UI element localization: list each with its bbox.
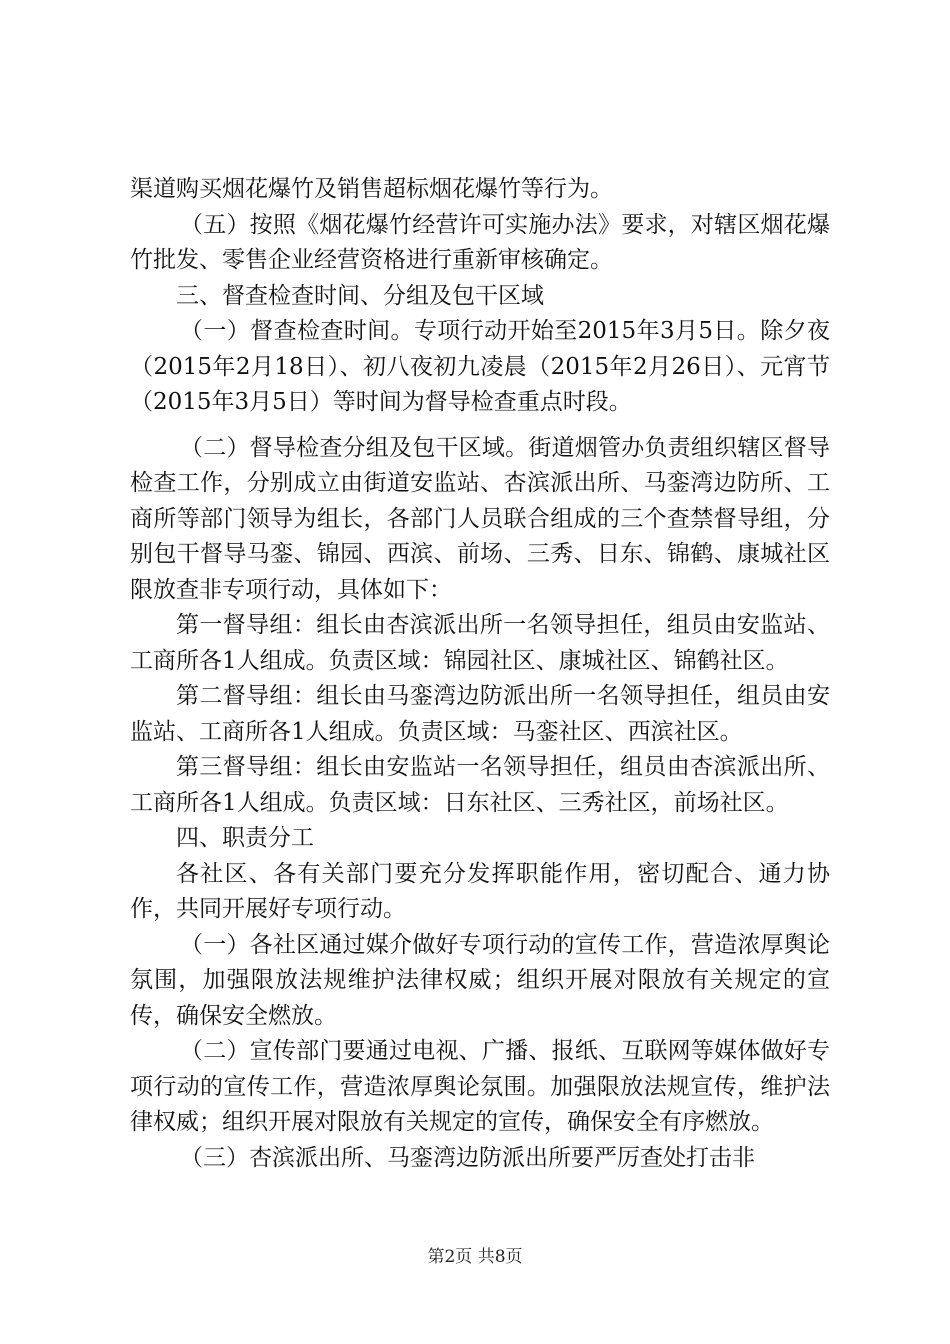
page-number: 第2页 共8页	[427, 1247, 523, 1267]
paragraph: （二）宣传部门要通过电视、广播、报纸、互联网等媒体做好专项行动的宣传工作，营造浓厚舆论氛围。加强限放法规宣传，维护法律权威；组织开展对限放有关规定的宣传，确保安全有序燃放。	[130, 1038, 830, 1135]
section-heading: 四、职责分工	[176, 825, 314, 851]
paragraph: 第二督导组：组长由马銮湾边防派出所一名领导担任，组员由安监站、工商所各1人组成。负责区域：马銮社区、西滨社区。	[130, 683, 830, 745]
paragraph: （五）按照《烟花爆竹经营许可实施办法》要求，对辖区烟花爆竹批发、零售企业经营资格进行重新审核确定。	[130, 211, 830, 273]
document-body	[130, 172, 830, 1176]
paragraph: 渠道购买烟花爆竹及销售超标烟花爆竹等行为。	[130, 176, 613, 202]
paragraph: 各社区、各有关部门要充分发挥职能作用，密切配合、通力协作，共同开展好专项行动。	[130, 860, 830, 922]
section-heading: 三、督查检查时间、分组及包干区域	[176, 282, 544, 309]
paragraph: 第三督导组：组长由安监站一名领导担任，组员由杏滨派出所、工商所各1人组成。负责区域：日东社区、三秀社区，前场社区。	[130, 754, 830, 816]
paragraph: 第一督导组：组长由杏滨派出所一名领导担任，组员由安监站、工商所各1人组成。负责区域：锦园社区、康城社区、锦鹤社区。	[130, 612, 830, 674]
paragraph: （一）各社区通过媒介做好专项行动的宣传工作，营造浓厚舆论氛围，加强限放法规维护法律权威；组织开展对限放有关规定的宣传，确保安全燃放。	[130, 931, 830, 1029]
paragraph: （二）督导检查分组及包干区域。街道烟管办负责组织辖区督导检查工作，分别成立由街道安监站、杏滨派出所、马銮湾边防所、工商所等部门领导为组长，各部门人员联合组成的三个查禁督导组，分别包干督导马銮、锦园、西滨、前场、三秀、日东、锦鹤、康城社区限放查非专项行动，具体如下：	[130, 434, 830, 603]
page-footer	[0, 1242, 950, 1267]
paragraph: （一）督查检查时间。专项行动开始至2015年3月5日。除夕夜（2015年2月18日）、初八夜初九凌晨（2015年2月26日）、元宵节（2015年3月5日）等时间为督导检查重点时段。	[130, 318, 830, 415]
paragraph: （三）杏滨派出所、马銮湾边防派出所要严厉查处打击非	[180, 1144, 755, 1171]
